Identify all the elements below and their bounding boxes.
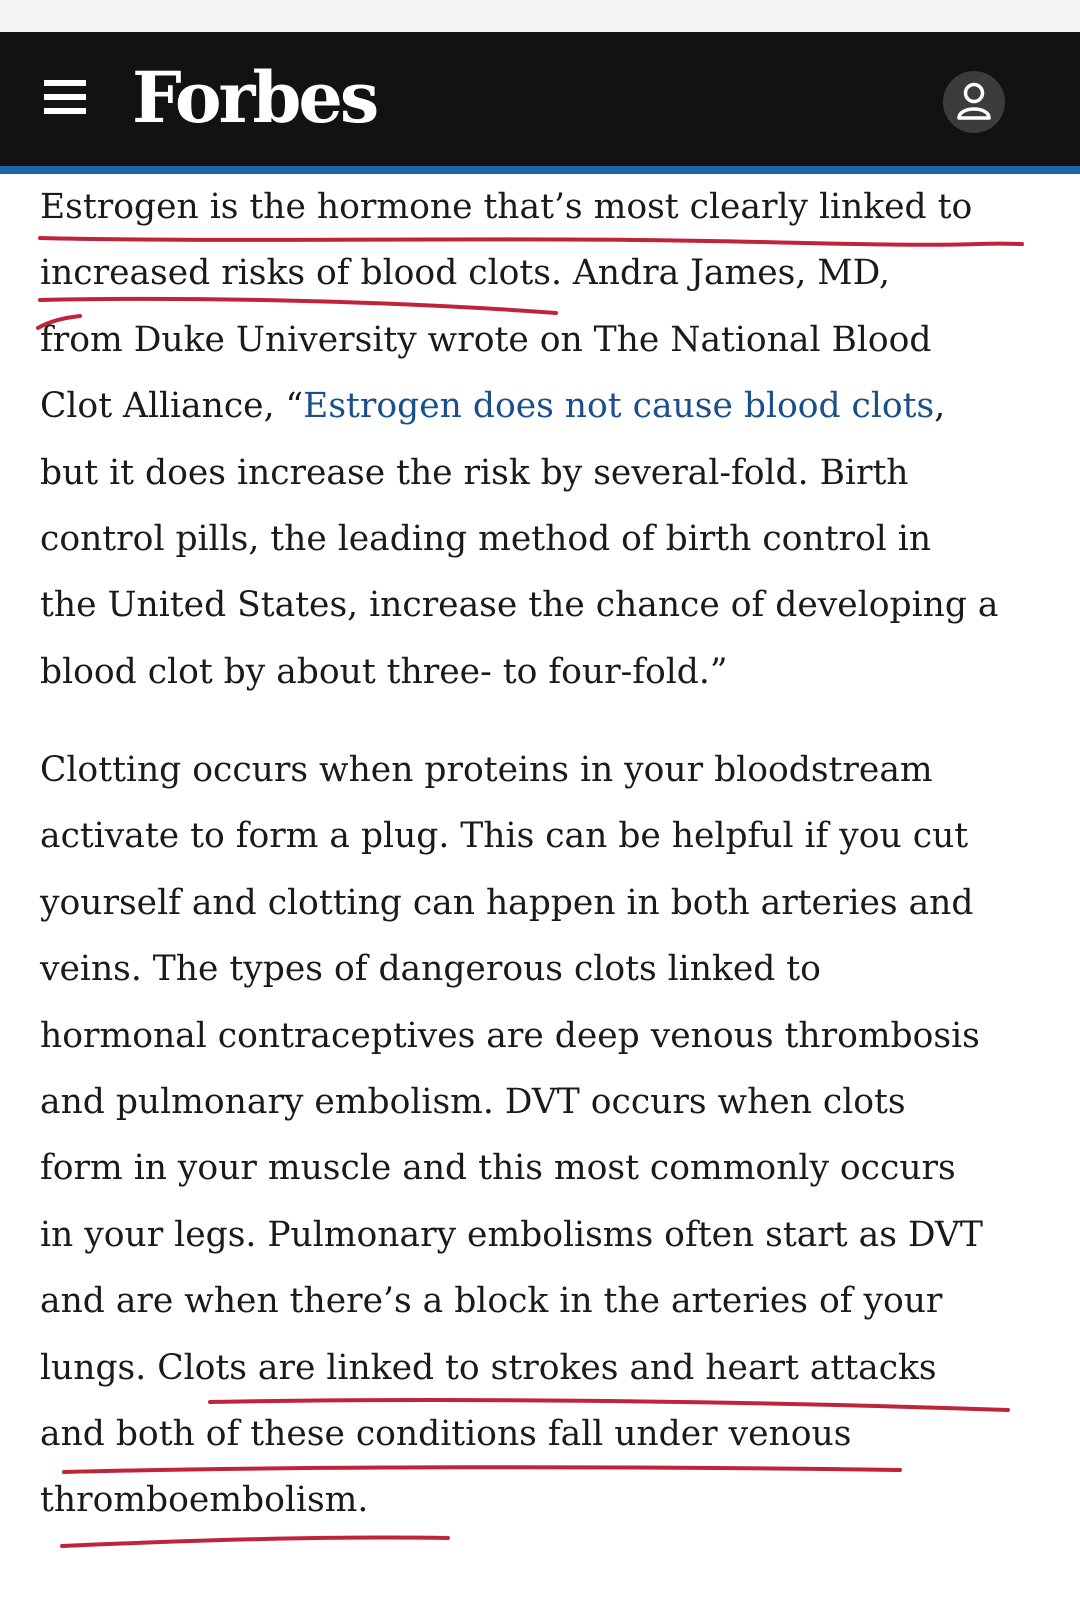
text-line: and pulmonary embolism. DVT occurs when clots [40,1081,906,1122]
text-line: form in your muscle and this most commonly occurs [40,1148,956,1189]
status-bar [0,0,1080,32]
text-line: and are when there’s a block in the arteries of your [40,1281,943,1322]
header-accent-bar [0,166,1080,174]
article-paragraph-1 [40,174,998,705]
text-line: yourself and clotting can happen in both arteries and [40,882,974,923]
text-line: lungs. Clots are linked to strokes and heart attacks [40,1347,937,1388]
text-line: in your legs. Pulmonary embolisms often start as DVT [40,1214,983,1255]
text-line: but it does increase the risk by several-fold. Birth [40,452,909,493]
text-line: veins. The types of dangerous clots linked to [40,949,821,990]
underline-stroke [62,1537,448,1546]
text-line: activate to form a plug. This can be helpful if you cut [40,816,969,857]
quote-prefix: Clot Alliance, “ [40,386,304,427]
article-paragraph-2 [40,737,983,1534]
quote-suffix: , [934,386,946,427]
user-profile-button[interactable] [943,71,1005,133]
hamburger-menu-icon[interactable] [44,80,86,114]
text-line: control pills, the leading method of birth control in [40,518,932,559]
text-line: Clotting occurs when proteins in your bloodstream [40,750,933,790]
text-line: blood clot by about three- to four-fold.” [40,651,728,692]
forbes-logo[interactable]: Forbes [132,56,377,139]
quote-link[interactable]: Estrogen does not cause blood clots [303,386,935,427]
text-line-with-link [40,373,998,439]
text-line: increased risks of blood clots. Andra James, MD, [40,253,891,294]
text-line: from Duke University wrote on The National Blood [40,319,932,360]
text-line: hormonal contraceptives are deep venous thrombosis [40,1015,980,1056]
text-line: thromboembolism. [40,1480,369,1521]
text-line: the United States, increase the chance of developing a [40,585,999,626]
text-line: Estrogen is the hormone that’s most clearly linked to [40,187,973,227]
user-profile-icon [943,71,1005,133]
text-line: and both of these conditions fall under venous [40,1413,852,1454]
site-header [0,32,1080,166]
